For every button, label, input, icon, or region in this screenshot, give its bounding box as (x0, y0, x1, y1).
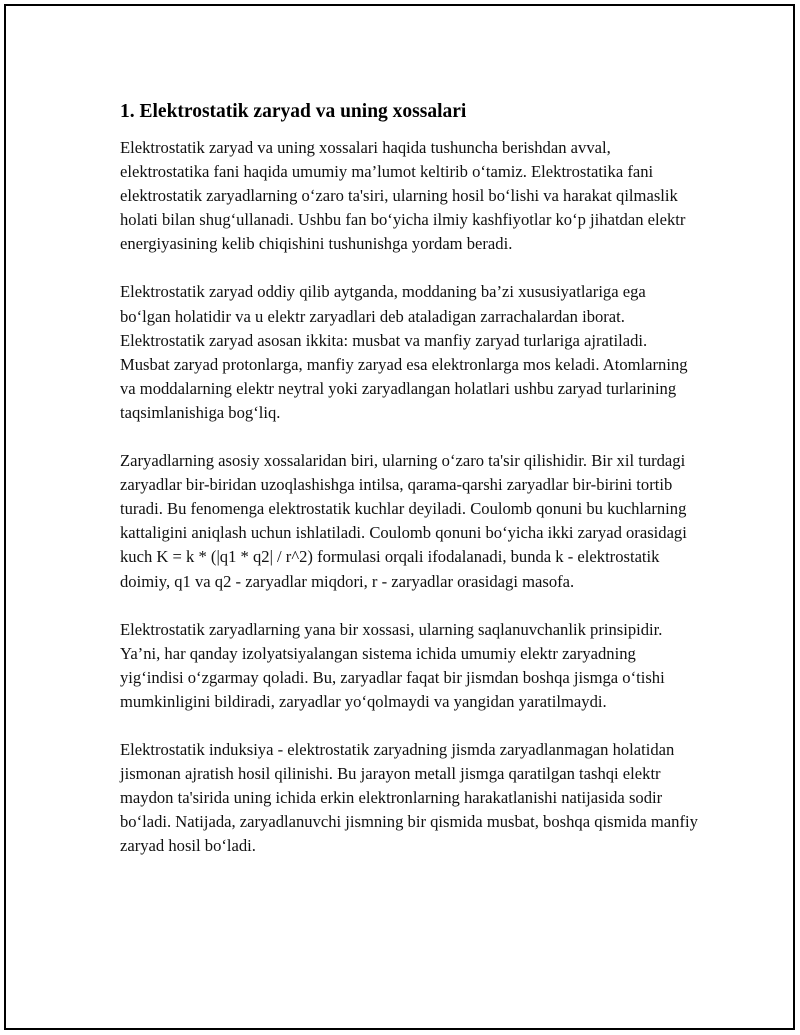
page-frame (4, 4, 795, 1030)
paragraph-4: Elektrostatik zaryadlarning yana bir xossasi, ularning saqlanuvchanlik prinsipidir. Ya’ni, har qanday izolyatsiyalangan sistema ichida umumiy elektr zaryadning yig‘indisi o‘zgarmay qoladi. Bu, zaryadlar faqat bir jismdan boshqa jismga o‘tishi mumkinligini bildiradi, zaryadlar yo‘qolmaydi va yangidan yaratilmaydi. (120, 619, 665, 711)
document-body (120, 98, 700, 882)
paragraph-5: Elektrostatik induksiya - elektrostatik zaryadning jismda zaryadlanmagan holatidan jismonan ajratish hosil qilinishi. Bu jarayon metall jismga qaratilgan tashqi elektr maydon ta'sirida uning ichida erkin elektronlarning harakatlanishi natijasida sodir bo‘ladi. Natijada, zaryadlanuvchi jismning bir qismida musbat, boshqa qismida manfiy zaryad hosil bo‘ladi. (120, 739, 698, 856)
paragraph-3: Zaryadlarning asosiy xossalaridan biri, ularning o‘zaro ta'sir qilishidir. Bir xil turdagi zaryadlar bir-biridan uzoqlashishga intilsa, qarama-qarshi zaryadlar bir-birini tortib turadi. Bu fenomenga elektrostatik kuchlar deyiladi. Coulomb qonuni bu kuchlarning kattaligini aniqlash uchun ishlatiladi. Coulomb qonuni bo‘yicha ikki zaryad orasidagi kuch K = k * (|q1 * q2| / r^2) formulasi orqali ifodalanadi, bunda k - elektrostatik doimiy, q1 va q2 - zaryadlar miqdori, r - zaryadlar orasidagi masofa. (120, 451, 687, 591)
page-title: 1. Elektrostatik zaryad va uning xossalari (120, 101, 467, 122)
paragraph-1: Elektrostatik zaryad va uning xossalari haqida tushuncha berishdan avval, elektrostatika fani haqida umumiy ma’lumot keltirib o‘tamiz. Elektrostatika fani elektrostatik zaryadlarning o‘zaro ta'siri, ularning hosil bo‘lishi va harakat qilmaslik holati bilan shug‘ullanadi. Ushbu fan bo‘yicha ilmiy kashfiyotlar ko‘p jihatdan elektr energiyasining kelib chiqishini tushunishga yordam beradi. (120, 138, 686, 254)
paragraph-2: Elektrostatik zaryad oddiy qilib aytganda, moddaning ba’zi xususiyatlariga ega bo‘lgan holatidir va u elektr zaryadlari deb ataladigan zarrachalardan iborat. Elektrostatik zaryad asosan ikkita: musbat va manfiy zaryad turlariga ajratiladi. Musbat zaryad protonlarga, manfiy zaryad esa elektronlarga mos keladi. Atomlarning va moddalarning elektr neytral yoki zaryadlangan holatlari ushbu zaryad turlarining taqsimlanishiga bog‘liq. (120, 282, 688, 422)
